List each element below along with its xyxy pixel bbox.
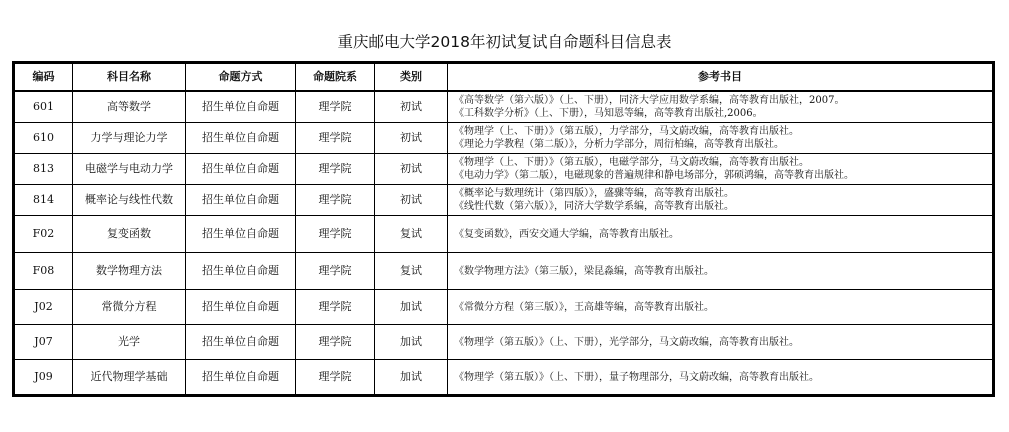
table-header-row xyxy=(14,63,994,92)
cell-code: 814 xyxy=(14,185,73,216)
reference-line: 《物理学（上、下册）》（第五版），力学部分，马文蔚改编，高等教育出版社。 xyxy=(454,126,799,137)
cell-subject: 高等数学 xyxy=(73,91,186,123)
cell-references xyxy=(448,91,994,123)
cell-subject: 数学物理方法 xyxy=(73,253,186,290)
cell-code: J07 xyxy=(14,325,73,360)
cell-code: 813 xyxy=(14,154,73,185)
cell-references xyxy=(448,154,994,185)
cell-category: 初试 xyxy=(375,123,448,154)
header-references: 参考书目 xyxy=(448,63,994,92)
cell-category: 复试 xyxy=(375,216,448,253)
table-row xyxy=(14,216,994,253)
cell-subject: 近代物理学基础 xyxy=(73,360,186,396)
reference-line: 《工科数学分析》（上、下册），马知恩等编，高等教育出版社,2006。 xyxy=(454,108,763,119)
reference-line: 《常微分方程（第三版）》，王高雄等编，高等教育出版社。 xyxy=(454,301,714,313)
cell-method: 招生单位自命题 xyxy=(186,253,296,290)
table-row xyxy=(14,253,994,290)
cell-category: 复试 xyxy=(375,253,448,290)
cell-references xyxy=(448,360,994,396)
cell-method: 招生单位自命题 xyxy=(186,154,296,185)
cell-category: 初试 xyxy=(375,185,448,216)
header-dept: 命题院系 xyxy=(296,63,375,92)
cell-references xyxy=(448,216,994,253)
page-title: 重庆邮电大学2018年初试复试自命题科目信息表 xyxy=(337,33,672,51)
cell-dept: 理学院 xyxy=(296,360,375,396)
cell-dept: 理学院 xyxy=(296,154,375,185)
reference-line: 《电动力学》（第二版），电磁现象的普遍规律和静电场部分，郭硕鸿编，高等教育出版社。 xyxy=(454,170,854,181)
cell-subject: 复变函数 xyxy=(73,216,186,253)
cell-code: F08 xyxy=(14,253,73,290)
cell-category: 初试 xyxy=(375,154,448,185)
cell-dept: 理学院 xyxy=(296,185,375,216)
reference-line: 《物理学（上、下册）》（第五版），电磁学部分，马文蔚改编，高等教育出版社。 xyxy=(454,157,809,168)
reference-line: 《理论力学教程（第二版）》，分析力学部分，周衍柏编，高等教育出版社。 xyxy=(454,139,784,150)
subject-info-table xyxy=(12,61,995,397)
cell-code: F02 xyxy=(14,216,73,253)
cell-dept: 理学院 xyxy=(296,216,375,253)
cell-subject: 力学与理论力学 xyxy=(73,123,186,154)
cell-method: 招生单位自命题 xyxy=(186,360,296,396)
cell-subject: 光学 xyxy=(73,325,186,360)
cell-method: 招生单位自命题 xyxy=(186,185,296,216)
cell-dept: 理学院 xyxy=(296,123,375,154)
table-row xyxy=(14,325,994,360)
cell-dept: 理学院 xyxy=(296,91,375,123)
cell-code: J09 xyxy=(14,360,73,396)
cell-code: J02 xyxy=(14,290,73,325)
reference-line: 《物理学（第五版）》（上、下册），量子物理部分，马文蔚改编，高等教育出版社。 xyxy=(454,371,819,383)
cell-category: 加试 xyxy=(375,290,448,325)
cell-method: 招生单位自命题 xyxy=(186,123,296,154)
reference-line: 《线性代数（第六版）》，同济大学数学系编，高等教育出版社。 xyxy=(454,201,734,212)
cell-references xyxy=(448,325,994,360)
cell-references xyxy=(448,290,994,325)
cell-dept: 理学院 xyxy=(296,290,375,325)
table-row xyxy=(14,123,994,154)
header-method: 命题方式 xyxy=(186,63,296,92)
cell-references xyxy=(448,253,994,290)
cell-method: 招生单位自命题 xyxy=(186,91,296,123)
header-code: 编码 xyxy=(14,63,73,92)
cell-references xyxy=(448,123,994,154)
cell-method: 招生单位自命题 xyxy=(186,325,296,360)
cell-category: 加试 xyxy=(375,325,448,360)
cell-category: 初试 xyxy=(375,91,448,123)
header-subject: 科目名称 xyxy=(73,63,186,92)
table-row xyxy=(14,185,994,216)
cell-subject: 概率论与线性代数 xyxy=(73,185,186,216)
reference-line: 《概率论与数理统计（第四版）》，盛骤等编，高等教育出版社。 xyxy=(454,188,734,199)
reference-line: 《物理学（第五版）》（上、下册），光学部分，马文蔚改编，高等教育出版社。 xyxy=(454,336,799,348)
cell-category: 加试 xyxy=(375,360,448,396)
cell-subject: 电磁学与电动力学 xyxy=(73,154,186,185)
reference-line: 《数学物理方法》（第三版），梁昆淼编，高等教育出版社。 xyxy=(454,265,714,277)
cell-code: 610 xyxy=(14,123,73,154)
table-row xyxy=(14,154,994,185)
cell-subject: 常微分方程 xyxy=(73,290,186,325)
table-row xyxy=(14,290,994,325)
cell-dept: 理学院 xyxy=(296,253,375,290)
reference-line: 《高等数学（第六版）》（上、下册），同济大学应用数学系编，高等教育出版社，2007。 xyxy=(454,95,845,106)
header-category: 类别 xyxy=(375,63,448,92)
cell-method: 招生单位自命题 xyxy=(186,216,296,253)
cell-method: 招生单位自命题 xyxy=(186,290,296,325)
cell-dept: 理学院 xyxy=(296,325,375,360)
table-row xyxy=(14,91,994,123)
table-row xyxy=(14,360,994,396)
cell-references xyxy=(448,185,994,216)
reference-line: 《复变函数》，西安交通大学编，高等教育出版社。 xyxy=(454,228,679,240)
cell-code: 601 xyxy=(14,91,73,123)
